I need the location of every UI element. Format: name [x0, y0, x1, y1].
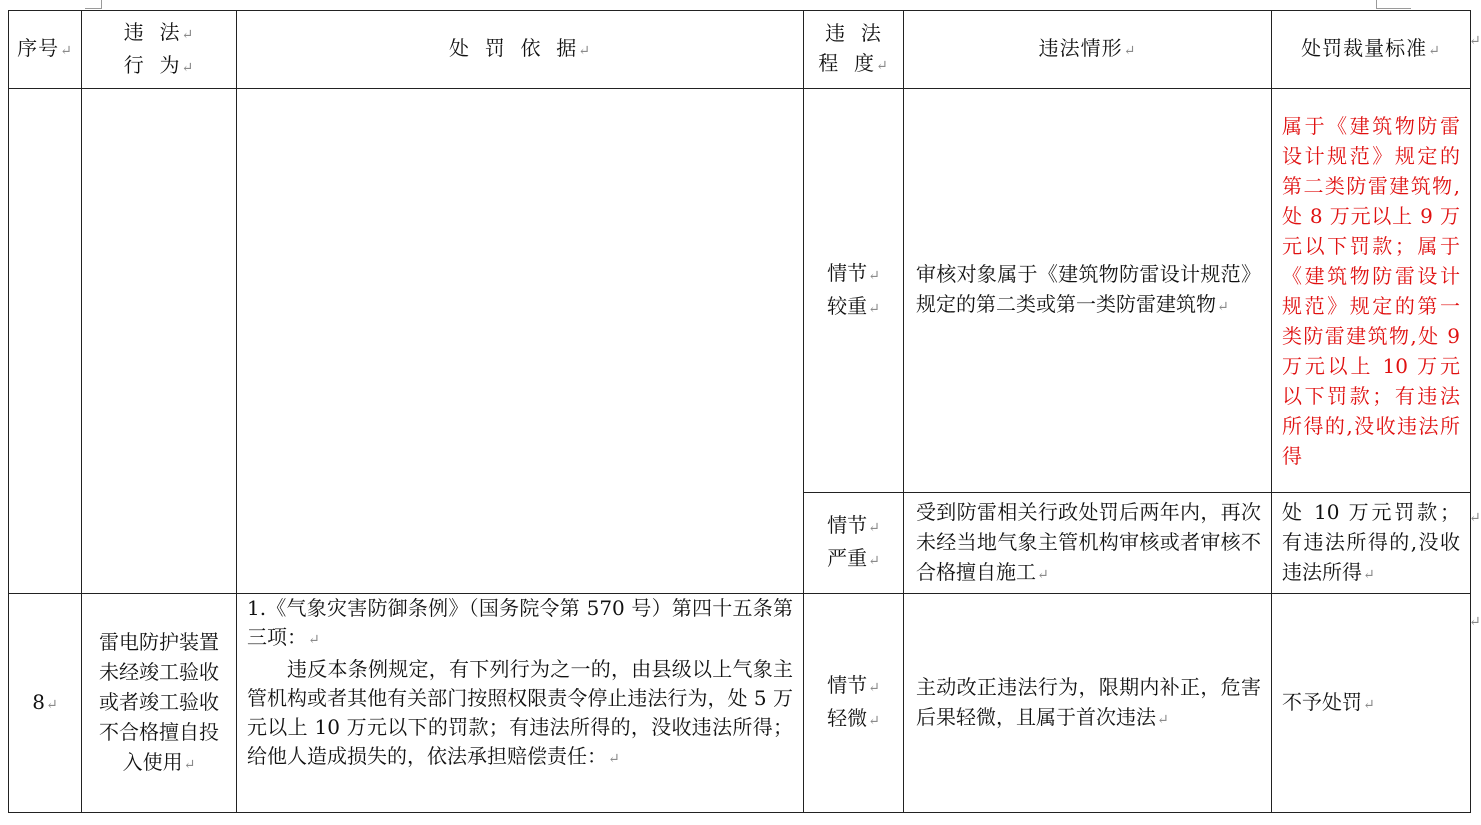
basis-cell-empty	[237, 89, 804, 594]
row-end-mark: ↵	[1469, 33, 1481, 49]
header-discretion-standard: 处罚裁量标准↵	[1272, 11, 1471, 89]
row-end-mark: ↵	[1469, 614, 1481, 630]
degree-minor: 情节↵ 轻微↵	[804, 594, 904, 813]
table-row-serious	[9, 89, 1471, 493]
situation-serious: 审核对象属于《建筑物防雷设计规范》规定的第二类或第一类防雷建筑物↵	[904, 89, 1272, 493]
degree-grave: 情节↵ 严重↵	[804, 493, 904, 594]
situation-grave: 受到防雷相关行政处罚后两年内，再次未经当地气象主管机构审核或者审核不合格擅自施工↵	[904, 493, 1272, 594]
row-end-mark: ↵	[1469, 510, 1481, 526]
act-cell-8: 雷电防护装置未经竣工验收或者竣工验收不合格擅自投入使用↵	[82, 594, 237, 813]
header-violation-degree: 违 法 程 度↵	[804, 11, 904, 89]
situation-minor: 主动改正违法行为，限期内补正，危害后果轻微，且属于首次违法↵	[904, 594, 1272, 813]
page-corner-mark	[1376, 0, 1411, 9]
header-penalty-basis: 处 罚 依 据↵	[237, 11, 804, 89]
header-seq: 序号↵	[9, 11, 82, 89]
seq-cell-empty	[9, 89, 82, 594]
seq-cell-8: 8↵	[9, 594, 82, 813]
table-row-item-8	[9, 594, 1471, 813]
standard-serious: 属于《建筑物防雷设计规范》规定的第二类防雷建筑物,处 8 万元以上 9 万元以下罚款；属于《建筑物防雷设计规范》规定的第一类防雷建筑物,处 9 万元以上 10 万元以下罚款；有违法所得的,没收违法所得	[1272, 89, 1471, 493]
standard-minor: 不予处罚↵	[1272, 594, 1471, 813]
basis-cell-8: 1.《气象灾害防御条例》（国务院令第 570 号）第四十五条第三项：↵ 违反本条例规定，有下列行为之一的，由县级以上气象主管机构或者其他有关部门按照权限责令停止违法行为，处 5 万元以上 10 万元以下的罚款；有违法所得的，没收违法所得；给他人造成损失的，依法承担赔偿责任：↵	[237, 594, 804, 813]
page-corner-mark	[85, 0, 102, 9]
header-violation-situation: 违法情形↵	[904, 11, 1272, 89]
header-violation-act: 违 法↵ 行 为↵	[82, 11, 237, 89]
table-header-row	[9, 11, 1471, 89]
act-cell-empty	[82, 89, 237, 594]
penalty-discretion-table	[8, 10, 1471, 813]
standard-grave: 处 10 万元罚款；有违法所得的,没收违法所得↵	[1272, 493, 1471, 594]
degree-serious: 情节↵ 较重↵	[804, 89, 904, 493]
